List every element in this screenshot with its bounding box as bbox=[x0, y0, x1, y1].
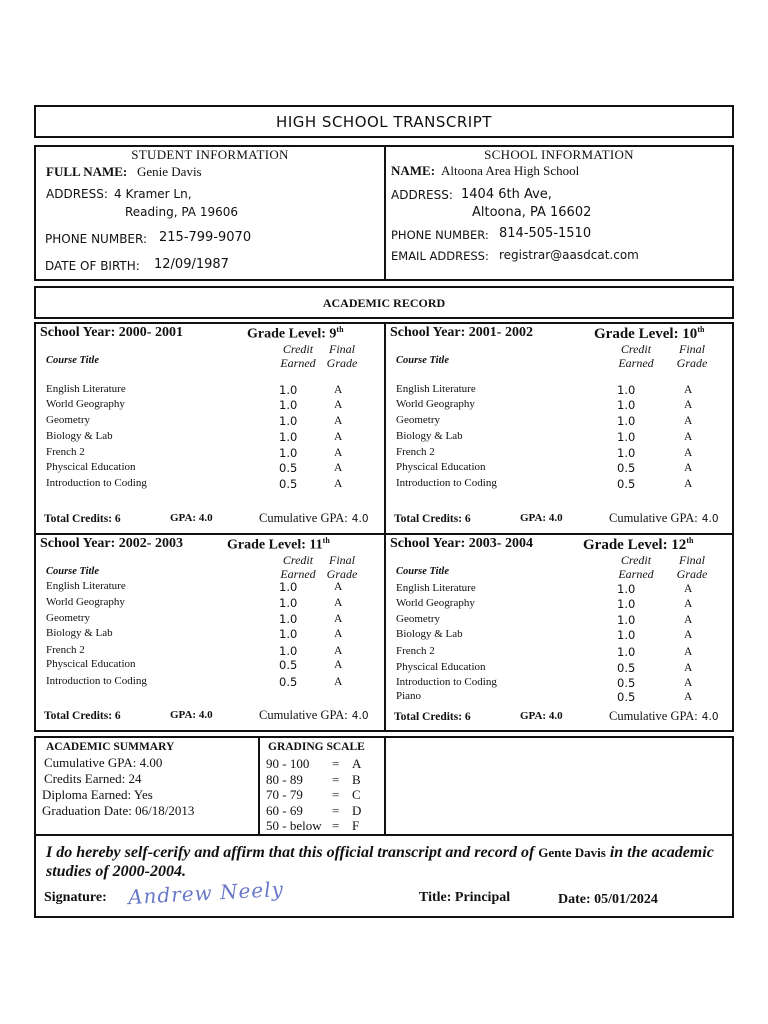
school-phone: 814-505-1510 bbox=[499, 226, 592, 241]
course-name: Introduction to Coding bbox=[46, 477, 147, 489]
grading-scale-grade: F bbox=[352, 818, 360, 833]
course-credit: 0.5 bbox=[617, 661, 636, 675]
course-name: Physcical Education bbox=[396, 461, 486, 473]
course-credit: 0.5 bbox=[617, 461, 636, 475]
student-dob: 12/09/1987 bbox=[154, 257, 229, 272]
course-grade: A bbox=[684, 598, 693, 610]
course-name: Introduction to Coding bbox=[396, 676, 497, 688]
term-gpa: GPA: 4.0 bbox=[520, 512, 563, 524]
course-grade: A bbox=[334, 431, 343, 443]
signature: Andrew Neely bbox=[127, 876, 285, 910]
course-name: Introduction to Coding bbox=[46, 675, 147, 687]
course-title-header: Course Title bbox=[46, 355, 99, 366]
course-grade: A bbox=[334, 447, 343, 459]
course-title-header: Course Title bbox=[396, 566, 449, 577]
course-grade: A bbox=[684, 384, 693, 396]
student-name-label: FULL NAME: bbox=[46, 164, 128, 179]
course-credit: 0.5 bbox=[617, 676, 636, 690]
course-credit: 1.0 bbox=[279, 430, 298, 444]
grading-scale-eq: = bbox=[332, 802, 340, 818]
summary-divider-2 bbox=[384, 736, 386, 836]
course-grade: A bbox=[684, 662, 693, 674]
course-grade: A bbox=[334, 613, 343, 625]
grading-scale-caption: GRADING SCALE bbox=[268, 741, 365, 753]
course-grade: A bbox=[684, 629, 693, 641]
grading-scale-grade: B bbox=[352, 771, 361, 787]
school-email: registrar@aasdcat.com bbox=[499, 248, 639, 262]
school-email-label: EMAIL ADDRESS: bbox=[391, 249, 489, 263]
course-grade: A bbox=[684, 691, 693, 703]
school-info-caption: SCHOOL INFORMATION bbox=[484, 147, 634, 162]
course-credit: 1.0 bbox=[279, 644, 298, 658]
course-credit: 1.0 bbox=[617, 398, 636, 412]
grading-scale-range: 70 - 79 bbox=[266, 787, 303, 802]
student-info-caption: STUDENT INFORMATION bbox=[131, 147, 289, 162]
grading-scale-eq: = bbox=[332, 771, 340, 787]
course-name: English Literature bbox=[396, 383, 476, 395]
school-address-line1: 1404 6th Ave, bbox=[461, 187, 552, 202]
course-grade: A bbox=[684, 478, 693, 490]
final-grade-header-1: Final bbox=[679, 342, 705, 356]
grade-level-heading bbox=[247, 325, 344, 343]
course-credit: 1.0 bbox=[279, 446, 298, 460]
school-address-label: ADDRESS: bbox=[391, 188, 453, 202]
school-phone-label: PHONE NUMBER: bbox=[391, 228, 489, 242]
student-name: Genie Davis bbox=[137, 164, 202, 179]
signature-date: Date: 05/01/2024 bbox=[558, 892, 658, 907]
course-credit: 1.0 bbox=[279, 383, 298, 397]
signature-label: Signature: bbox=[44, 890, 107, 905]
student-phone: 215-799-9070 bbox=[159, 230, 252, 245]
academic-record-header bbox=[34, 286, 734, 319]
grade-level-suffix: th bbox=[336, 325, 344, 334]
school-year-heading: School Year: 2002- 2003 bbox=[40, 536, 183, 551]
course-name: English Literature bbox=[46, 383, 126, 395]
cumulative-gpa-value: 4.0 bbox=[701, 513, 719, 525]
summary-line: Diploma Earned: Yes bbox=[42, 787, 153, 802]
certification-text bbox=[46, 843, 726, 881]
grade-level-text: Grade Level: 12 bbox=[583, 537, 687, 553]
course-grade: A bbox=[334, 645, 343, 657]
school-address-line2: Altoona, PA 16602 bbox=[472, 205, 592, 220]
credit-earned-header-2: Earned bbox=[618, 567, 654, 581]
course-grade: A bbox=[334, 478, 343, 490]
cumulative-gpa-value: 4.0 bbox=[351, 710, 369, 722]
summary-line: Credits Earned: 24 bbox=[44, 771, 142, 786]
course-grade: A bbox=[684, 462, 693, 474]
course-credit: 0.5 bbox=[279, 675, 298, 689]
course-credit: 1.0 bbox=[279, 398, 298, 412]
course-name: Biology & Lab bbox=[396, 430, 463, 442]
course-credit: 0.5 bbox=[617, 477, 636, 491]
student-address-line2: Reading, PA 19606 bbox=[125, 205, 239, 219]
school-year-heading: School Year: 2001- 2002 bbox=[390, 325, 533, 340]
credit-earned-header-1: Credit bbox=[620, 553, 652, 567]
summary-line: Graduation Date: 06/18/2013 bbox=[42, 803, 195, 818]
grade-level-suffix: th bbox=[322, 536, 330, 545]
cumulative-gpa bbox=[609, 511, 719, 526]
course-grade: A bbox=[334, 659, 343, 671]
course-credit: 1.0 bbox=[617, 383, 636, 397]
course-name: French 2 bbox=[46, 446, 85, 458]
grade-level-heading bbox=[227, 536, 330, 554]
summary-divider-1 bbox=[258, 736, 260, 836]
grade-level-suffix: th bbox=[686, 536, 694, 545]
grade-level-heading bbox=[594, 325, 704, 343]
grade-level-text: Grade Level: 11 bbox=[227, 537, 323, 553]
course-title-header: Course Title bbox=[46, 566, 99, 577]
course-grade: A bbox=[684, 399, 693, 411]
credit-earned-header-2: Earned bbox=[280, 567, 316, 581]
course-name: World Geography bbox=[46, 596, 125, 608]
grading-scale-range: 60 - 69 bbox=[266, 802, 303, 818]
grading-scale-grade: C bbox=[352, 787, 361, 802]
course-name: Geometry bbox=[46, 414, 90, 426]
grading-scale-eq: = bbox=[332, 787, 340, 802]
grading-scale-eq: = bbox=[332, 756, 340, 771]
course-name: Geometry bbox=[396, 414, 440, 426]
course-name: English Literature bbox=[396, 582, 476, 594]
course-credit: 1.0 bbox=[279, 414, 298, 428]
school-year-heading: School Year: 2000- 2001 bbox=[40, 325, 183, 340]
course-credit: 0.5 bbox=[279, 477, 298, 491]
cumulative-gpa bbox=[609, 709, 719, 724]
total-credits: Total Credits: 6 bbox=[44, 710, 121, 722]
course-credit: 1.0 bbox=[617, 597, 636, 611]
transcript-header bbox=[34, 105, 734, 138]
academic-record-caption: ACADEMIC RECORD bbox=[322, 296, 446, 310]
grading-scale-eq: = bbox=[332, 818, 340, 833]
course-credit: 0.5 bbox=[279, 658, 298, 672]
student-dob-label: DATE OF BIRTH: bbox=[45, 259, 140, 273]
course-name: French 2 bbox=[396, 645, 435, 657]
course-grade: A bbox=[684, 583, 693, 595]
course-name: Physcical Education bbox=[46, 658, 136, 670]
signer-title: Title: Principal bbox=[419, 890, 511, 905]
final-grade-header-1: Final bbox=[679, 553, 705, 567]
course-grade: A bbox=[334, 581, 343, 593]
cumulative-gpa-label: Cumulative GPA: bbox=[609, 511, 698, 525]
student-address-label: ADDRESS: bbox=[46, 187, 108, 201]
final-grade-header-1: Final bbox=[329, 342, 355, 356]
certification-text-before: I do hereby self-cerify and affirm that this official transcript and record of bbox=[46, 844, 535, 861]
course-name: Biology & Lab bbox=[46, 627, 113, 639]
term-gpa: GPA: 4.0 bbox=[520, 710, 563, 722]
grade-level-suffix: th bbox=[697, 325, 705, 334]
school-name: Altoona Area High School bbox=[441, 163, 580, 178]
course-credit: 1.0 bbox=[617, 430, 636, 444]
course-grade: A bbox=[334, 384, 343, 396]
course-grade: A bbox=[684, 614, 693, 626]
grading-scale-range: 80 - 89 bbox=[266, 771, 303, 787]
term-gpa: GPA: 4.0 bbox=[170, 512, 213, 524]
total-credits: Total Credits: 6 bbox=[44, 513, 121, 525]
grading-scale-grade: A bbox=[352, 756, 362, 771]
course-name: Geometry bbox=[46, 612, 90, 624]
course-title-header: Course Title bbox=[396, 355, 449, 366]
school-year-heading: School Year: 2003- 2004 bbox=[390, 536, 533, 551]
course-grade: A bbox=[334, 415, 343, 427]
grading-scale-range: 50 - below bbox=[266, 818, 322, 833]
certification-text-after: in the academic studies of 2000-2004. bbox=[46, 844, 714, 880]
student-address-line1: 4 Kramer Ln, bbox=[114, 187, 192, 201]
school-name-label: NAME: bbox=[391, 163, 436, 178]
years-vdivider bbox=[384, 322, 386, 732]
grade-level-text: Grade Level: 10 bbox=[594, 326, 698, 342]
page-title: HIGH SCHOOL TRANSCRIPT bbox=[276, 113, 492, 131]
course-name: Physcical Education bbox=[396, 661, 486, 673]
course-credit: 1.0 bbox=[279, 596, 298, 610]
course-credit: 0.5 bbox=[617, 690, 636, 704]
cumulative-gpa-label: Cumulative GPA: bbox=[609, 709, 698, 723]
course-credit: 1.0 bbox=[617, 446, 636, 460]
final-grade-header-2: Grade bbox=[326, 567, 358, 581]
years-hdivider bbox=[34, 533, 734, 535]
course-grade: A bbox=[684, 677, 693, 689]
course-grade: A bbox=[684, 447, 693, 459]
course-grade: A bbox=[334, 462, 343, 474]
course-grade: A bbox=[334, 628, 343, 640]
course-grade: A bbox=[684, 415, 693, 427]
course-credit: 1.0 bbox=[617, 628, 636, 642]
final-grade-header-2: Grade bbox=[326, 356, 358, 370]
course-name: English Literature bbox=[46, 580, 126, 592]
course-credit: 1.0 bbox=[617, 414, 636, 428]
cumulative-gpa-label: Cumulative GPA: bbox=[259, 511, 348, 525]
course-name: Biology & Lab bbox=[46, 430, 113, 442]
final-grade-header-2: Grade bbox=[676, 356, 708, 370]
credit-earned-header-2: Earned bbox=[280, 356, 316, 370]
total-credits: Total Credits: 6 bbox=[394, 513, 471, 525]
course-grade: A bbox=[334, 676, 343, 688]
grading-scale-range: 90 - 100 bbox=[266, 756, 310, 771]
course-grade: A bbox=[334, 597, 343, 609]
course-name: Piano bbox=[396, 690, 422, 702]
course-name: Introduction to Coding bbox=[396, 477, 497, 489]
grade-level-text: Grade Level: 9 bbox=[247, 326, 337, 342]
course-credit: 1.0 bbox=[617, 613, 636, 627]
cumulative-gpa bbox=[259, 708, 369, 723]
course-grade: A bbox=[684, 646, 693, 658]
cumulative-gpa-value: 4.0 bbox=[701, 711, 719, 723]
course-name: Geometry bbox=[396, 613, 440, 625]
cumulative-gpa-label: Cumulative GPA: bbox=[259, 708, 348, 722]
course-credit: 0.5 bbox=[279, 461, 298, 475]
summary-line: Cumulative GPA: 4.00 bbox=[44, 755, 163, 770]
course-name: Biology & Lab bbox=[396, 628, 463, 640]
course-credit: 1.0 bbox=[617, 582, 636, 596]
course-credit: 1.0 bbox=[279, 627, 298, 641]
credit-earned-header-1: Credit bbox=[282, 342, 314, 356]
course-grade: A bbox=[334, 399, 343, 411]
course-credit: 1.0 bbox=[279, 612, 298, 626]
cumulative-gpa bbox=[259, 511, 369, 526]
course-name: French 2 bbox=[46, 644, 85, 656]
term-gpa: GPA: 4.0 bbox=[170, 709, 213, 721]
certified-student-name: Gente Davis bbox=[538, 845, 606, 860]
course-name: World Geography bbox=[396, 597, 475, 609]
credit-earned-header-2: Earned bbox=[618, 356, 654, 370]
grading-scale-grade: D bbox=[352, 802, 362, 818]
course-name: French 2 bbox=[396, 446, 435, 458]
total-credits: Total Credits: 6 bbox=[394, 711, 471, 723]
cumulative-gpa-value: 4.0 bbox=[351, 513, 369, 525]
academic-summary-caption: ACADEMIC SUMMARY bbox=[46, 741, 175, 753]
final-grade-header-2: Grade bbox=[676, 567, 708, 581]
course-name: World Geography bbox=[396, 398, 475, 410]
course-credit: 1.0 bbox=[617, 645, 636, 659]
final-grade-header-1: Final bbox=[329, 553, 355, 567]
info-divider bbox=[384, 145, 386, 281]
grade-level-heading bbox=[583, 536, 693, 554]
course-name: Physcical Education bbox=[46, 461, 136, 473]
course-credit: 1.0 bbox=[279, 580, 298, 594]
credit-earned-header-1: Credit bbox=[620, 342, 652, 356]
credit-earned-header-1: Credit bbox=[282, 553, 314, 567]
course-grade: A bbox=[684, 431, 693, 443]
course-name: World Geography bbox=[46, 398, 125, 410]
student-phone-label: PHONE NUMBER: bbox=[45, 232, 148, 246]
